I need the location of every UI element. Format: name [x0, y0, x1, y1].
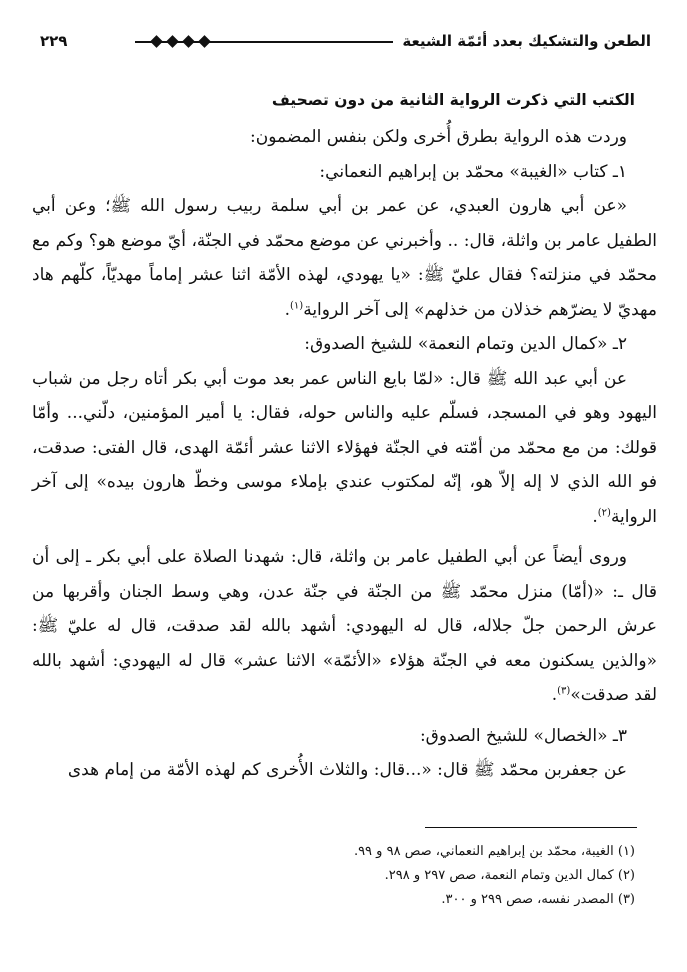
section-heading: الكتب التي ذكرت الرواية الثانية من دون تصحيف [271, 91, 635, 109]
body-text [32, 88, 657, 788]
source-3-title: ٣ـ «الخصال» للشيخ الصدوق: [419, 725, 627, 746]
header-ornament [152, 37, 212, 47]
source-1-title: ١ـ كتاب «الغيبة» محمّد بن إبراهيم النعماني: [319, 161, 627, 182]
footnote-1: (١) الغيبة، محمّد بن إبراهيم النعماني، صص ٩٨ و ٩٩. [353, 844, 635, 859]
diamond-ornament-icon [198, 35, 211, 48]
footnote-mark-2: (٢) [597, 506, 611, 518]
page-number: ٢٢٩ [40, 32, 68, 50]
source-1-text: «عن أبي هارون العبدي، عن عمر بن أبي سلمة ربيب رسول الله ﷺ؛ وعن أبي الطفيل عامر بن واثلة، قال: .. وأخبرني عن موضع محمّد في الجنّة، أيّ موضع هو؟ وكم مع محمّد في منزلته؟ فقال عليّ ﷺ: «يا يهودي، لهذه الأمّة اثنا عشر إماماً مهديّاً، كلّهم هاد مهديّ لا يضرّهم خذلان من خذلهم» إلى آخر الرواية [32, 196, 657, 320]
source-2b-paragraph: وروى أيضاً عن أبي الطفيل عامر بن واثلة، قال: شهدنا الصلاة على أبي بكر ـ إلى أن قال ـ: «(أمّا) منزل محمّد ﷺ من الجنّة في جنّة عدن، وهي وسط الجنان وأقربها من عرش الرحمن جلّ جلاله، قال له اليهودي: أشهد بالله لقد صدقت، قال له عليّ ﷺ: «والذين يسكنون معه في الجنّة هؤلاء «الأئمّة» الاثنا عشر» قال له اليهودي: أشهد بالله لقد صدقت»$^{(٣)}$. [32, 547, 657, 705]
footnote-mark-1: (١) [290, 299, 304, 311]
source-3-text: عن جعفربن محمّد ﷺ قال: «...قال: والثلاث الأُخرى كم لهذه الأمّة من إمام هدى [67, 760, 627, 780]
source-1-paragraph: «عن أبي هارون العبدي، عن عمر بن أبي سلمة ربيب رسول الله ﷺ؛ وعن أبي الطفيل عامر بن واثلة، قال: .. وأخبرني عن موضع محمّد في الجنّة، أيّ موضع هو؟ وكم مع محمّد في منزلته؟ فقال عليّ ﷺ: «يا يهودي، لهذه الأمّة اثنا عشر إماماً مهديّاً، كلّهم هاد مهديّ لا يضرّهم خذلان من خذلهم» إلى آخر الرواية$^{(١)}$. [32, 196, 657, 320]
intro-paragraph: وردت هذه الرواية بطرق أُخرى ولكن بنفس المضمون: [250, 127, 627, 147]
source-2-title: ٢ـ «كمال الدين وتمام النعمة» للشيخ الصدوق: [304, 334, 627, 354]
diamond-ornament-icon [150, 35, 163, 48]
running-header [40, 30, 651, 56]
footnote-rule [425, 827, 637, 828]
diamond-ornament-icon [182, 35, 195, 48]
diamond-ornament-icon [166, 35, 179, 48]
footnotes [60, 840, 635, 912]
running-title: الطعن والتشكيك بعدد أئمّة الشيعة [402, 32, 651, 50]
footnote-mark-3: (٣) [557, 685, 571, 697]
source-2b-text: وروى أيضاً عن أبي الطفيل عامر بن واثلة، قال: شهدنا الصلاة على أبي بكر ـ إلى أن قال ـ: «(أمّا) منزل محمّد ﷺ من الجنّة في جنّة عدن، وهي وسط الجنان وأقربها من عرش الرحمن جلّ جلاله، قال له اليهودي: أشهد بالله لقد صدقت، قال له عليّ ﷺ: «والذين يسكنون معه في الجنّة هؤلاء «الأئمّة» الاثنا عشر» قال له اليهودي: أشهد بالله لقد صدقت» [32, 547, 657, 705]
footnote-2: (٢) كمال الدين وتمام النعمة، صص ٢٩٧ و ٢٩٨. [384, 868, 635, 883]
source-2-text: عن أبي عبد الله ﷺ قال: «لمّا بايع الناس عمر بعد موت أبي بكر أتاه رجل من شباب اليهود وهو في المسجد، فسلّم عليه والناس حوله، فقال: يا أمير المؤمنين، دلّني... وأمّا قولك: من مع محمّد من أمّته في الجنّة فهؤلاء الاثنا عشر أئمّة الهدى، قال الفتى: صدقت، فو الله الذي لا إله إلاّ هو، إنّه لمكتوب عندي بإملاء موسى وخطّ هارون بيده» إلى آخر الرواية [32, 368, 657, 527]
footnote-3: (٣) المصدر نفسه، صص ٢٩٩ و ٣٠٠. [441, 892, 635, 907]
source-2-paragraph: عن أبي عبد الله ﷺ قال: «لمّا بايع الناس عمر بعد موت أبي بكر أتاه رجل من شباب اليهود وهو في المسجد، فسلّم عليه والناس حوله، فقال: يا أمير المؤمنين، دلّني... وأمّا قولك: من مع محمّد من أمّته في الجنّة فهؤلاء الاثنا عشر أئمّة الهدى، قال الفتى: صدقت، فو الله الذي لا إله إلاّ هو، إنّه لمكتوب عندي بإملاء موسى وخطّ هارون بيده» إلى آخر الرواية$^{(٢)}$. [32, 368, 657, 527]
